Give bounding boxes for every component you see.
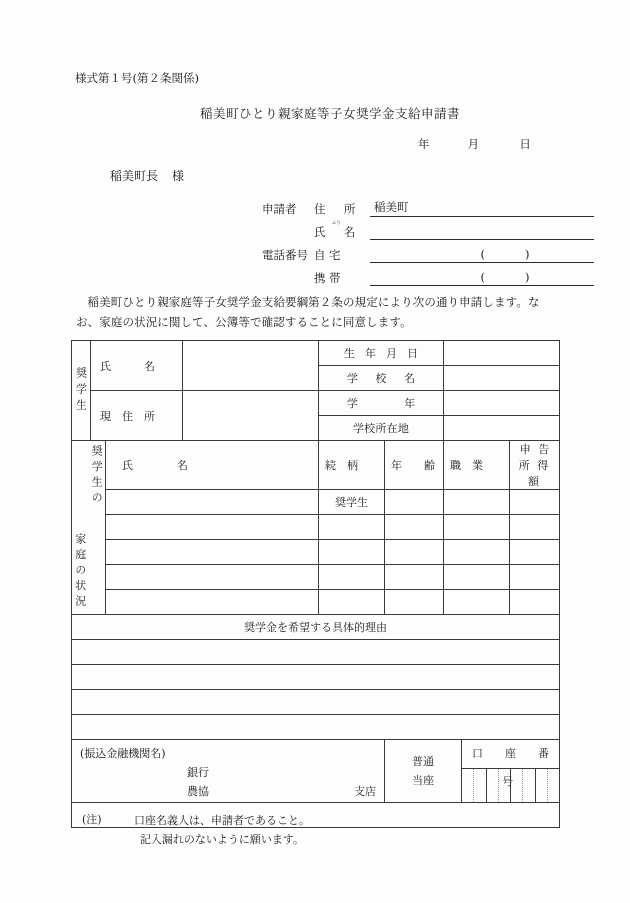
date-month-label: 月 xyxy=(467,137,480,151)
family-cell-occupation[interactable] xyxy=(444,490,510,515)
note-row xyxy=(72,803,560,828)
family-cell-occupation[interactable] xyxy=(444,540,510,565)
student-side-label-cell xyxy=(72,341,91,441)
date-day-label: 日 xyxy=(519,137,531,151)
reason-input-line[interactable] xyxy=(72,715,560,740)
body-paragraph: 稲美町ひとり親家庭等子女奨学金支給要綱第２条の規定により次の通り申請します。なお、家庭の状況に関して、公簿等で確認することに同意します。 xyxy=(76,295,540,330)
account-type-current: 当座 xyxy=(412,774,434,787)
account-number-label: 口 座 番 号 xyxy=(462,740,559,769)
account-digit-cell[interactable] xyxy=(499,769,511,802)
family-cell-occupation[interactable] xyxy=(444,515,510,540)
account-digit-cell[interactable] xyxy=(462,769,474,802)
note-line-2: 記入漏れのないように願います。 xyxy=(139,833,305,847)
date-line xyxy=(418,139,531,151)
note-lines xyxy=(134,811,310,850)
student-grade-label: 学 年 xyxy=(346,397,419,410)
family-cell-income[interactable] xyxy=(510,515,560,540)
student-birthdate-value[interactable] xyxy=(444,341,560,366)
student-name-label-cell xyxy=(91,341,183,391)
family-cell-occupation[interactable] xyxy=(444,590,510,615)
bank-row xyxy=(72,740,560,803)
bank-institution-label: (振込金融機関名) xyxy=(80,747,166,760)
student-grade-value[interactable] xyxy=(444,391,560,416)
family-cell-name[interactable] xyxy=(106,590,319,615)
mobile-phone-parens: ( ) xyxy=(480,270,530,284)
family-cell-relation[interactable] xyxy=(319,565,385,590)
student-row-3 xyxy=(72,391,560,416)
note-cell xyxy=(72,803,560,847)
student-name-value[interactable] xyxy=(183,341,319,391)
account-number-cell xyxy=(462,740,572,803)
account-type-ordinary: 普通 xyxy=(412,754,434,768)
student-birthdate-label: 生 年 月 日 xyxy=(343,347,422,360)
table-row xyxy=(72,565,560,590)
reason-input-line[interactable] xyxy=(72,640,560,665)
name-input[interactable] xyxy=(370,225,594,240)
date-year-label: 年 xyxy=(418,137,430,151)
student-row-1 xyxy=(72,341,560,366)
student-school-label-cell xyxy=(319,366,444,391)
account-type-cell[interactable] xyxy=(385,740,462,803)
family-header-relation: 続 柄 xyxy=(319,441,385,490)
mobile-phone-input[interactable] xyxy=(370,271,594,286)
address-label: 住 所 xyxy=(314,202,359,216)
applicant-home-phone-row xyxy=(262,240,594,263)
table-row xyxy=(72,590,560,615)
family-header-name: 氏 名 xyxy=(106,441,319,490)
student-birthdate-label-cell xyxy=(319,341,444,366)
student-school-label: 学 校 名 xyxy=(346,372,419,385)
family-cell-age[interactable] xyxy=(385,540,444,565)
student-address-value[interactable] xyxy=(183,391,319,441)
family-cell-income[interactable] xyxy=(510,490,560,515)
student-school-value[interactable] xyxy=(444,366,560,391)
addressee-honorific: 様 xyxy=(172,169,185,183)
applicant-address-row xyxy=(262,194,594,217)
reason-write-row xyxy=(72,665,560,690)
reason-input-line[interactable] xyxy=(72,665,560,690)
family-cell-age[interactable] xyxy=(385,565,444,590)
applicant-label: 申請者 xyxy=(262,202,297,216)
family-cell-age[interactable] xyxy=(385,490,444,515)
applicant-mobile-phone-row xyxy=(262,263,594,286)
student-school-address-value[interactable] xyxy=(444,416,560,441)
family-cell-relation[interactable] xyxy=(319,590,385,615)
reason-input-line[interactable] xyxy=(72,690,560,715)
reason-write-row xyxy=(72,640,560,665)
family-cell-relation[interactable] xyxy=(319,515,385,540)
family-header-row xyxy=(72,441,560,490)
student-school-address-label-cell xyxy=(319,416,444,441)
address-prefilled-value: 稲美町 xyxy=(374,200,409,214)
addressee xyxy=(110,170,184,182)
name-label-ruby: ふり xyxy=(314,221,359,226)
family-cell-income[interactable] xyxy=(510,540,560,565)
phone-label: 電話番号 xyxy=(262,248,308,262)
student-side-label: 奨学生 xyxy=(74,366,88,415)
account-digit-cell[interactable] xyxy=(523,769,535,802)
address-input[interactable] xyxy=(370,202,594,217)
account-digit-cell[interactable] xyxy=(474,769,486,802)
account-digit-cell[interactable] xyxy=(487,769,499,802)
name-label xyxy=(314,221,370,240)
reason-heading-row xyxy=(72,615,560,640)
table-row xyxy=(72,540,560,565)
home-phone-parens: ( ) xyxy=(480,247,530,261)
note-key: (注) xyxy=(82,813,102,826)
family-cell-income[interactable] xyxy=(510,565,560,590)
reason-heading: 奨学金を希望する具体的理由 xyxy=(72,615,560,640)
account-digit-cell[interactable] xyxy=(548,769,559,802)
table-row xyxy=(72,515,560,540)
bank-word: 銀行 xyxy=(187,766,209,779)
applicant-fields xyxy=(262,194,594,286)
family-header-occupation: 職 業 xyxy=(444,441,510,490)
home-phone-label: 自宅 xyxy=(314,248,344,262)
family-cell-name[interactable] xyxy=(106,490,319,515)
table-row xyxy=(72,490,560,515)
mobile-phone-label: 携帯 xyxy=(314,271,344,285)
student-address-label: 現 住 所 xyxy=(100,409,155,423)
family-cell-name[interactable] xyxy=(106,515,319,540)
main-form-table xyxy=(71,340,572,847)
family-header-age: 年 齢 xyxy=(385,441,444,490)
family-cell-relation[interactable] xyxy=(319,540,385,565)
bank-institution-cell[interactable] xyxy=(72,740,385,803)
branch-word: 支店 xyxy=(354,785,376,798)
family-side-label-second: 家庭の状況 xyxy=(73,533,87,610)
student-address-label-cell xyxy=(91,391,183,441)
student-school-address-label: 学校所在地 xyxy=(352,422,410,435)
home-phone-input[interactable] xyxy=(370,248,594,263)
account-digit-cell[interactable] xyxy=(536,769,548,802)
student-name-label: 氏 名 xyxy=(100,359,155,373)
family-cell-occupation[interactable] xyxy=(444,565,510,590)
note-line-1: 口座名義人は、申請者であること。 xyxy=(134,814,310,827)
account-digit-cell[interactable] xyxy=(511,769,523,802)
reason-write-row xyxy=(72,690,560,715)
account-number-boxes[interactable] xyxy=(462,769,559,802)
family-cell-relation[interactable]: 奨学生 xyxy=(319,490,385,515)
addressee-name: 稲美町長 xyxy=(110,169,159,183)
name-label-kanji: 氏 名ふり xyxy=(314,221,359,239)
family-cell-name[interactable] xyxy=(106,540,319,565)
family-cell-age[interactable] xyxy=(385,590,444,615)
document-title: 稲美町ひとり親家庭等子女奨学金支給申請書 xyxy=(200,106,461,121)
family-side-label-first: 奨学生の xyxy=(90,445,104,507)
family-header-income: 申 告 所 得 額 xyxy=(510,441,560,490)
family-cell-income[interactable] xyxy=(510,590,560,615)
reason-write-row xyxy=(72,715,560,740)
form-number: 様式第１号(第２条関係) xyxy=(75,71,199,85)
coop-word: 農協 xyxy=(187,785,209,798)
family-cell-age[interactable] xyxy=(385,515,444,540)
student-grade-label-cell xyxy=(319,391,444,416)
family-side-label-cell xyxy=(72,441,106,615)
applicant-name-row xyxy=(262,217,594,240)
family-cell-name[interactable] xyxy=(106,565,319,590)
